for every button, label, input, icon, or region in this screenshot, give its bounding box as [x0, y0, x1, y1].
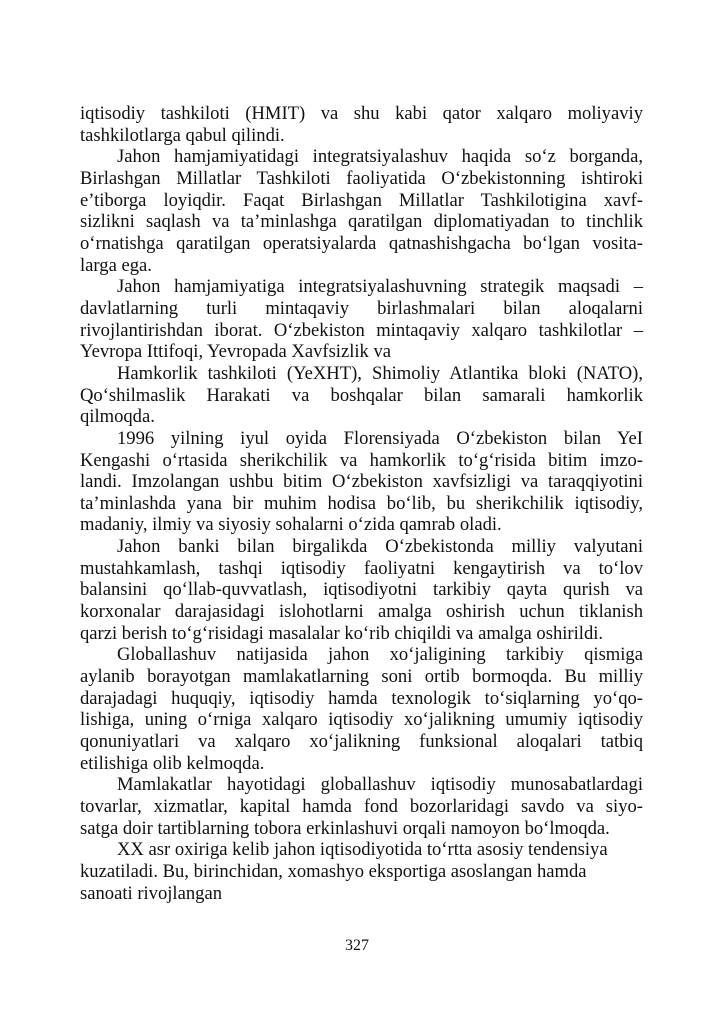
text-line: satga doir tartiblarning tobora erkinlashuvi orqali namoyon bo‘lmoqda.: [80, 817, 610, 839]
text-line: ta’minlashda yana bir muhim hodisa bo‘lib, bu sherikchilik iqtisodiy,: [80, 492, 643, 514]
text-line: korxonalar darajasidagi islohotlarni amalga oshirish uchun tiklanish: [80, 601, 643, 623]
text-line: e’tiborga loyiqdir. Faqat Birlashgan Millatlar Tashkilotigina xavf-: [80, 189, 643, 211]
text-line: etilishiga olib kelmoqda.: [80, 752, 265, 774]
text-line: o‘rnatishga qaratilgan operatsiyalarda qatnashishgacha bo‘lgan vosita-: [80, 232, 643, 254]
text-line: landi. Imzolangan ushbu bitim O‘zbekiston xavfsizligi va taraqqiyotini: [80, 471, 643, 493]
paragraph: [80, 428, 643, 536]
text-line: Globallashuv natijasida jahon xo‘jaligining tarkibiy qismiga: [117, 644, 643, 666]
paragraph: [80, 644, 643, 774]
paragraph: [80, 146, 643, 276]
text-line: mustahkamlash, tashqi iqtisodiy faoliyatni kengaytirish va to‘lov: [80, 557, 643, 579]
text-line: larga ega.: [80, 254, 152, 276]
text-line: sanoati rivojlangan: [80, 882, 222, 904]
text-line: 1996 yilning iyul oyida Florensiyada O‘zbekiston bilan YeI: [117, 427, 643, 449]
text-line: Kengashi o‘rtasida sherikchilik va hamkorlik to‘g‘risida bitim imzo-: [80, 449, 643, 471]
text-line: qonuniyatlari va xalqaro xo‘jalikning funksional aloqalari tatbiq: [80, 731, 643, 753]
text-line: qarzi berish to‘g‘risidagi masalalar ko‘rib chiqildi va amalga oshirildi.: [80, 622, 604, 644]
text-line: Birlashgan Millatlar Tashkiloti faoliyatida O‘zbekistonning ishtiroki: [80, 167, 643, 189]
text-line: kuzatiladi. Bu, birinchidan, xomashyo eksportiga asoslangan hamda: [80, 860, 587, 882]
text-line: XX asr oxiriga kelib jahon iqtisodiyotida to‘rtta asosiy tendensiya: [117, 839, 608, 861]
paragraph: [80, 276, 643, 363]
text-line: Yevropa Ittifoqi, Yevropada Xavfsizlik va: [80, 341, 392, 363]
text-line: madaniy, ilmiy va siyosiy sohalarni o‘zida qamrab oladi.: [80, 514, 502, 536]
text-line: Qo‘shilmaslik Harakati va boshqalar bilan samarali hamkorlik: [80, 384, 643, 406]
text-line: balansini qo‘llab-quvvatlash, iqtisodiyotni tarkibiy qayta qurish va: [80, 579, 643, 601]
text-line: rivojlantirishdan iborat. O‘zbekiston mintaqaviy xalqaro tashkilotlar –: [80, 319, 643, 341]
text-line: Hamkorlik tashkiloti (YeXHT), Shimoliy Atlantika bloki (NATO),: [117, 362, 643, 384]
paragraph: [80, 774, 643, 839]
text-line: Mamlakatlar hayotidagi globallashuv iqtisodiy munosabatlardagi: [117, 774, 643, 796]
paragraph: [80, 536, 643, 644]
text-line: sizlikni saqlash va ta’minlashga qaratilgan diplomatiyadan to tinchlik: [80, 211, 643, 233]
paragraph: [80, 839, 643, 904]
text-line: Jahon banki bilan birgalikda O‘zbekistonda milliy valyutani: [117, 536, 643, 558]
text-line: qilmoqda.: [80, 406, 155, 428]
page-number-text: 327: [345, 937, 369, 954]
text-line: Jahon hamjamiyatidagi integratsiyalashuv haqida so‘z borganda,: [117, 146, 643, 168]
paragraph: [80, 363, 643, 428]
page-number: [0, 937, 724, 955]
text-line: tashkilotlarga qabul qilindi.: [80, 124, 285, 146]
text-line: Jahon hamjamiyatiga integratsiyalashuvning strategik maqsadi –: [117, 276, 643, 298]
body-text: [80, 103, 643, 904]
text-line: aylanib borayotgan mamlakatlarning soni ortib bormoqda. Bu milliy: [80, 666, 643, 688]
text-line: darajadagi huquqiy, iqtisodiy hamda texnologik to‘siqlarning yo‘qo-: [80, 687, 643, 709]
text-line: tovarlar, xizmatlar, kapital hamda fond bozorlaridagi savdo va siyo-: [80, 796, 643, 817]
text-line: iqtisodiy tashkiloti (HMIT) va shu kabi qator xalqaro moliyaviy: [80, 103, 643, 124]
paragraph: [80, 103, 643, 146]
text-line: davlatlarning turli mintaqaviy birlashmalari bilan aloqalarni: [80, 297, 643, 319]
text-line: lishiga, uning o‘rniga xalqaro iqtisodiy xo‘jalikning umumiy iqtisodiy: [80, 709, 643, 731]
